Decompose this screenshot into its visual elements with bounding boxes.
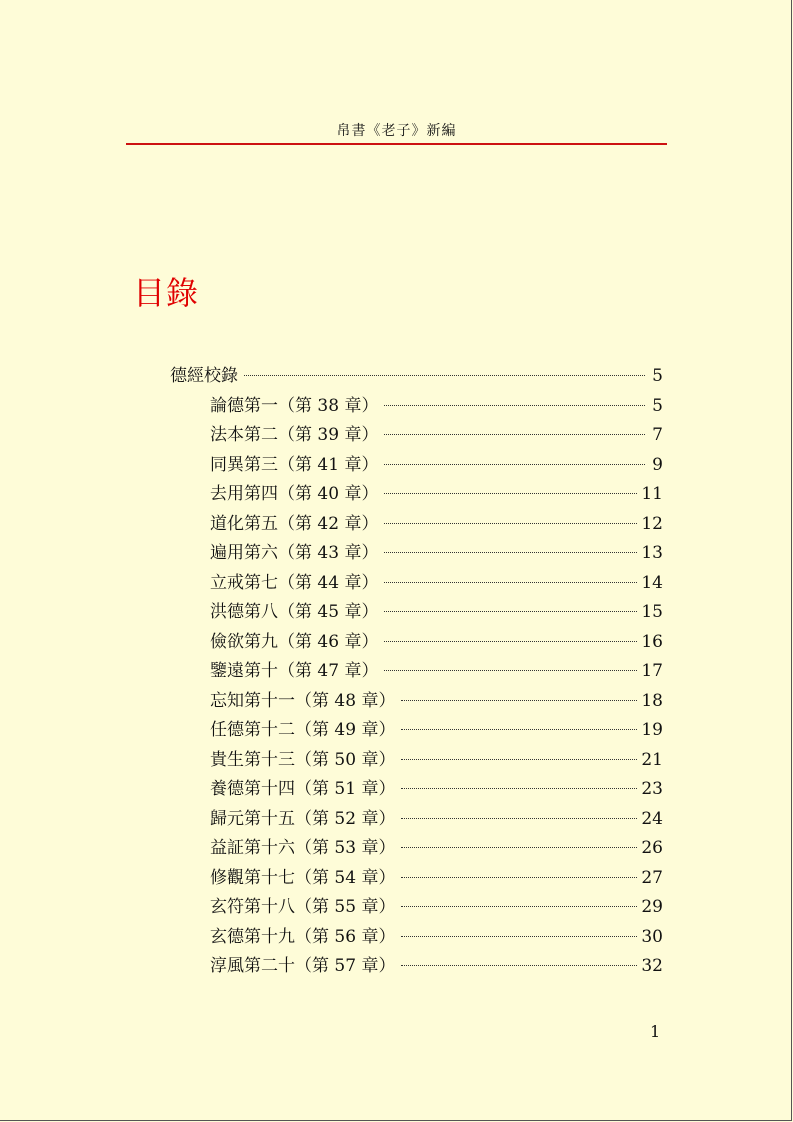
dot-leader (244, 374, 645, 376)
dot-leader (401, 876, 637, 878)
toc-entry[interactable] (170, 864, 663, 894)
running-header: 帛書《老子》新編 (336, 123, 457, 139)
dot-leader (401, 964, 637, 966)
table-of-contents (170, 362, 663, 982)
toc-title: 目錄 (133, 274, 200, 312)
toc-entry-page: 16 (641, 631, 663, 652)
toc-entry[interactable] (170, 893, 663, 923)
toc-entry-label: 儉欲第九（第 46 章） (210, 631, 379, 652)
toc-entry-label: 遍用第六（第 43 章） (210, 543, 379, 563)
toc-entry-label: 任德第十二（第 49 章） (210, 720, 396, 740)
dot-leader (401, 817, 637, 819)
toc-entry-label: 玄德第十九（第 56 章） (210, 926, 396, 947)
dot-leader (401, 935, 637, 937)
toc-entry[interactable] (170, 392, 663, 422)
toc-entry[interactable] (170, 451, 663, 481)
toc-entry[interactable] (170, 628, 663, 658)
toc-entry-page: 23 (641, 779, 663, 799)
dot-leader (401, 905, 637, 907)
toc-entry-page: 11 (641, 484, 663, 504)
dot-leader (384, 610, 637, 612)
header-rule (126, 143, 667, 145)
toc-entry-label: 玄符第十八（第 55 章） (210, 897, 396, 917)
toc-entry[interactable] (170, 923, 663, 953)
toc-entry[interactable] (170, 510, 663, 540)
toc-entry[interactable] (170, 539, 663, 569)
toc-entry-label: 益証第十六（第 53 章） (210, 838, 396, 858)
toc-entry-label: 立戒第七（第 44 章） (210, 572, 379, 593)
toc-entry-label: 同異第三（第 41 章） (210, 454, 379, 475)
toc-entry[interactable] (170, 480, 663, 510)
toc-entry-label: 去用第四（第 40 章） (210, 484, 379, 504)
toc-entry[interactable] (170, 598, 663, 628)
dot-leader (384, 522, 637, 524)
dot-leader (384, 581, 637, 583)
toc-entry-page: 32 (641, 956, 663, 976)
toc-entry-page: 26 (641, 838, 663, 858)
toc-entry-page: 15 (641, 602, 663, 622)
toc-entry[interactable] (170, 569, 663, 599)
dot-leader (384, 404, 645, 406)
toc-entry-label: 鑒遠第十（第 47 章） (210, 661, 379, 681)
dot-leader (384, 492, 637, 494)
toc-entry-label: 道化第五（第 42 章） (210, 513, 379, 534)
toc-entry-label: 論德第一（第 38 章） (210, 395, 379, 416)
dot-leader (384, 433, 645, 435)
toc-entry-page: 27 (641, 867, 663, 888)
toc-entry-page: 17 (641, 661, 663, 681)
page-number: 1 (650, 1022, 661, 1041)
toc-entry-page: 19 (641, 720, 663, 740)
toc-entry-page: 9 (652, 454, 663, 475)
toc-entry-page: 21 (641, 749, 663, 770)
toc-entry[interactable] (170, 362, 663, 392)
toc-entry-label: 洪德第八（第 45 章） (210, 602, 379, 622)
toc-entry-page: 30 (641, 926, 663, 947)
toc-entry[interactable] (170, 952, 663, 982)
dot-leader (384, 463, 645, 465)
dot-leader (384, 551, 637, 553)
toc-entry-page: 29 (641, 897, 663, 917)
toc-entry-page: 5 (652, 366, 663, 386)
toc-entry-page: 13 (641, 543, 663, 563)
toc-entry[interactable] (170, 657, 663, 687)
toc-entry-page: 18 (641, 690, 663, 711)
toc-entry[interactable] (170, 746, 663, 776)
toc-entry[interactable] (170, 834, 663, 864)
dot-leader (401, 758, 637, 760)
toc-entry-label: 忘知第十一（第 48 章） (210, 690, 396, 711)
dot-leader (384, 640, 637, 642)
toc-entry-page: 7 (652, 425, 663, 445)
dot-leader (401, 787, 637, 789)
toc-entry-label: 淳風第二十（第 57 章） (210, 956, 396, 976)
toc-entry-page: 14 (641, 572, 663, 593)
toc-entry-page: 24 (641, 808, 663, 829)
toc-entry[interactable] (170, 805, 663, 835)
dot-leader (401, 846, 637, 848)
toc-entry[interactable] (170, 421, 663, 451)
toc-entry-page: 12 (641, 513, 663, 534)
dot-leader (401, 728, 637, 730)
toc-entry-label: 貴生第十三（第 50 章） (210, 749, 396, 770)
toc-entry-label: 德經校錄 (170, 366, 238, 386)
toc-entry-label: 修觀第十七（第 54 章） (210, 867, 396, 888)
toc-entry-label: 歸元第十五（第 52 章） (210, 808, 396, 829)
toc-entry[interactable] (170, 716, 663, 746)
toc-entry[interactable] (170, 687, 663, 717)
toc-entry-page: 5 (652, 395, 663, 416)
dot-leader (384, 669, 637, 671)
toc-entry-label: 法本第二（第 39 章） (210, 425, 379, 445)
toc-entry-label: 養德第十四（第 51 章） (210, 779, 396, 799)
toc-entry[interactable] (170, 775, 663, 805)
dot-leader (401, 699, 637, 701)
